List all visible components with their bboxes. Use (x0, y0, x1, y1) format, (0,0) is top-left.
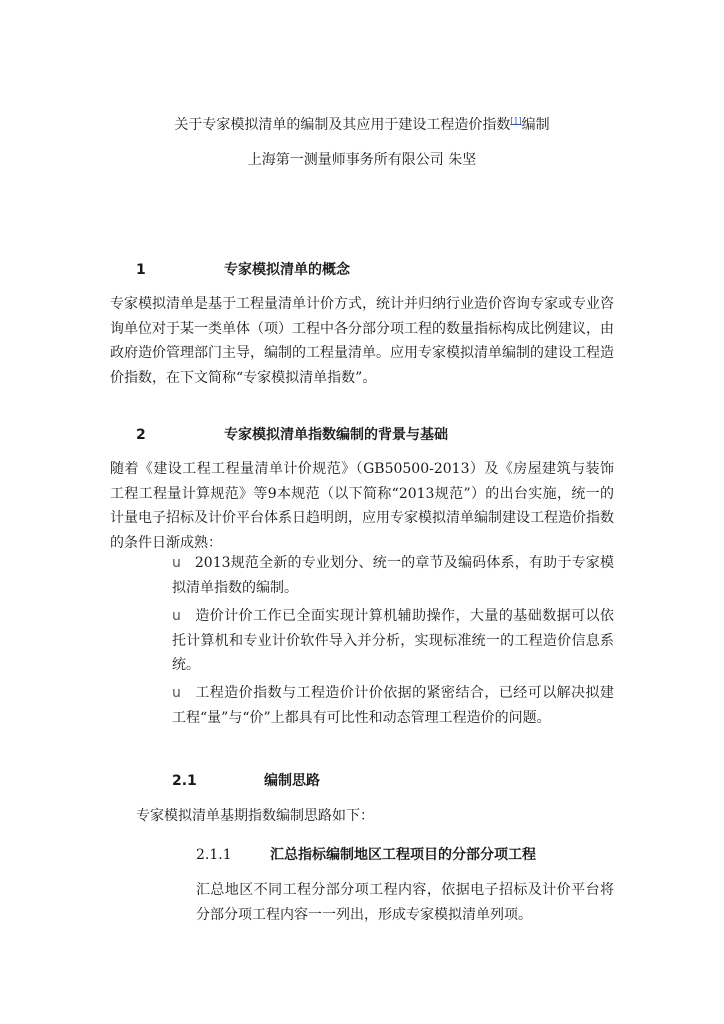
author-line: 上海第一测量师事务所有限公司 朱坚 (247, 152, 477, 168)
title-text: 关于专家模拟清单的编制及其应用于建设工程造价指数 (174, 117, 511, 133)
section-1-heading (136, 260, 616, 280)
bullet-mark: u (172, 685, 181, 701)
list-item (172, 681, 614, 730)
section-number: 2.1 (172, 773, 197, 789)
section-1-body: 专家模拟清单是基于工程量清单计价方式，统计并归纳行业造价咨询专家或专业咨询单位对于某一类单体（项）工程中各分部分项工程的数量指标构成比例建议，由政府造价管理部门主导，编制的工程量清单。应用专家模拟清单编制的建设工程造价指数，在下文简称“专家模拟清单指数”。 (110, 296, 614, 386)
section-2-1-1-heading (196, 845, 616, 865)
list-item-text: 2013规范全新的专业划分、统一的章节及编码体系，有助于专家模拟清单指数的编制。 (172, 555, 614, 596)
bullet-mark: u (172, 608, 181, 624)
document-title (0, 115, 724, 135)
title-suffix: 编制 (521, 117, 550, 133)
bullet-mark: u (172, 555, 181, 571)
section-title: 汇总指标编制地区工程项目的分部分项工程 (270, 847, 536, 863)
section-title: 编制思路 (264, 773, 320, 789)
section-title: 专家模拟清单指数编制的背景与基础 (224, 427, 448, 443)
section-title: 专家模拟清单的概念 (224, 262, 350, 278)
section-2-heading (136, 425, 616, 445)
section-2-body: 随着《建设工程工程量清单计价规范》（GB50500-2013）及《房屋建筑与装饰工程工程量计算规范》等9本规范（以下简称“2013规范”）的出台实施，统一的计量电子招标及计价平台体系日趋明朗，应用专家模拟清单编制建设工程造价指数的条件日渐成熟： (110, 461, 614, 551)
section-number: 2 (136, 427, 146, 443)
section-number: 1 (136, 262, 146, 278)
list-item-text: 工程造价指数与工程造价计价依据的紧密结合，已经可以解决拟建工程“量”与“价”上都具有可比性和动态管理工程造价的问题。 (172, 685, 614, 726)
footnote-link[interactable]: [1] (510, 116, 522, 126)
list-item-text: 造价计价工作已全面实现计算机辅助操作，大量的基础数据可以依托计算机和专业计价软件导入并分析，实现标准统一的工程造价信息系统。 (172, 608, 614, 673)
section-2-1-heading (172, 771, 612, 791)
list-item (172, 551, 614, 600)
section-number: 2.1.1 (196, 847, 232, 863)
section-2-1-1-body: 汇总地区不同工程分部分项工程内容，依据电子招标及计价平台将分部分项工程内容一一列出，形成专家模拟清单列项。 (196, 882, 614, 923)
list-item (172, 604, 614, 678)
section-2-1-body: 专家模拟清单基期指数编制思路如下： (136, 808, 374, 824)
